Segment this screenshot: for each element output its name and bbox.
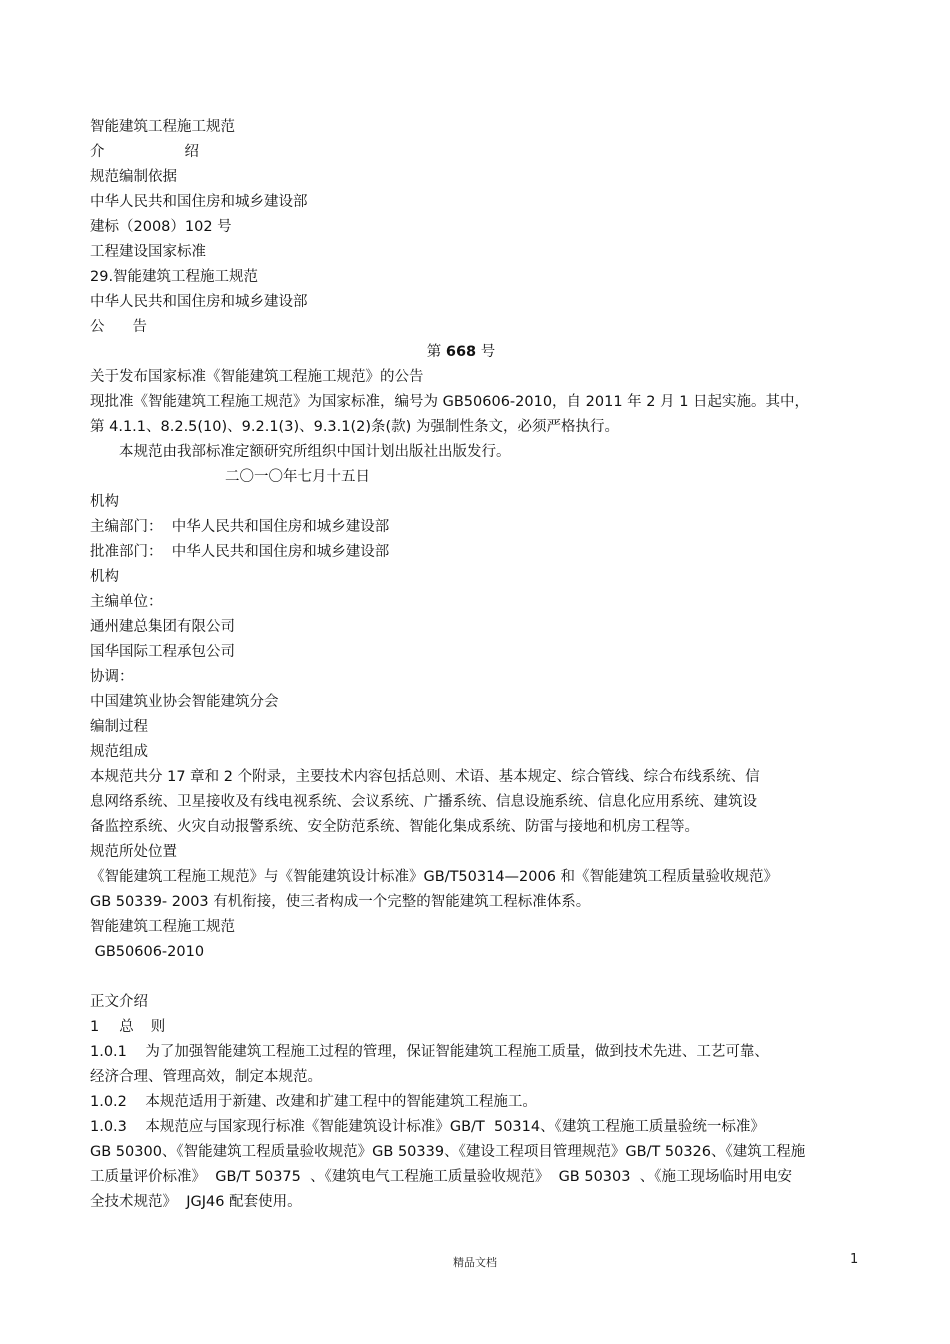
- composition-line-3: 备监控系统、火灾自动报警系统、安全防范系统、智能化集成系统、防雷与接地和机房工程等。: [90, 819, 699, 835]
- basis-heading: 规范编制依据: [90, 169, 177, 185]
- coordination-label: 协调：: [90, 669, 134, 685]
- announcement-number: [90, 340, 862, 365]
- clause-1-0-1: [90, 1040, 862, 1090]
- approval-line-2: 第 4.1.1、8.2.5(10)、9.2.1(3)、9.3.1(2)条(款) 为强制性条文，必须严格执行。: [90, 419, 619, 435]
- intro-char-1: 介: [90, 144, 105, 160]
- position-paragraph: [90, 865, 862, 915]
- number-prefix: 第: [426, 344, 442, 360]
- approval-paragraph: [90, 390, 862, 440]
- chapter-heading: [90, 1015, 862, 1040]
- clause-1-0-2: 1.0.2 本规范适用于新建、改建和扩建工程中的智能建筑工程施工。: [90, 1094, 537, 1110]
- clause-1-0-3-line-2: GB 50300、《智能建筑工程质量验收规范》GB 50339、《建设工程项目管理规范》GB/T 50326、《建筑工程施: [90, 1144, 806, 1160]
- chapter-number: 1: [90, 1019, 100, 1035]
- approval-line-1: 现批准《智能建筑工程施工规范》为国家标准，编号为 GB50606-2010，自 2011 年 2 月 1 日起实施。其中，: [90, 394, 810, 410]
- chief-unit-label: 主编单位：: [90, 594, 163, 610]
- composition-heading: 规范组成: [90, 744, 148, 760]
- approval-dept-line: 批准部门： 中华人民共和国住房和城乡建设部: [90, 544, 390, 560]
- clause-1-0-3-line-3: 工质量评价标准》 GB/T 50375 、《建筑电气工程施工质量验收规范》 GB 50303 、《施工现场临时用电安: [90, 1169, 792, 1185]
- intro-heading: [90, 140, 862, 165]
- standard-code: GB50606-2010: [90, 944, 205, 960]
- page-number: 1: [850, 1252, 859, 1267]
- ministry-line-2: 中华人民共和国住房和城乡建设部: [90, 294, 308, 310]
- coordination-unit: 中国建筑业协会智能建筑分会: [90, 694, 279, 710]
- position-line-2: GB 50339- 2003 有机衔接，使三者构成一个完整的智能建筑工程标准体系。: [90, 894, 591, 910]
- composition-paragraph: [90, 765, 862, 840]
- announcement-heading: [90, 315, 862, 340]
- chief-unit-1: 通州建总集团有限公司: [90, 619, 235, 635]
- publish-line: 本规范由我部标准定额研究所组织中国计划出版社出版发行。: [119, 444, 511, 460]
- clause-1-0-1-line-2: 经济合理、管理高效，制定本规范。: [90, 1069, 322, 1085]
- announcement-title: 关于发布国家标准《智能建筑工程施工规范》的公告: [90, 369, 424, 385]
- position-line-1: 《智能建筑工程施工规范》与《智能建筑设计标准》GB/T50314—2006 和《智能建筑工程质量验收规范》: [90, 869, 779, 885]
- composition-line-1: 本规范共分 17 章和 2 个附录，主要技术内容包括总则、术语、基本规定、综合管线、综合布线系统、信: [90, 769, 760, 785]
- composition-line-2: 息网络系统、卫星接收及有线电视系统、会议系统、广播系统、信息设施系统、信息化应用系统、建筑设: [90, 794, 757, 810]
- number-value: 668: [445, 344, 477, 360]
- number-suffix: 号: [480, 344, 496, 360]
- national-standard-line: 工程建设国家标准: [90, 244, 206, 260]
- chapter-char-2: 则: [150, 1019, 166, 1035]
- org-heading: 机构: [90, 494, 119, 510]
- announce-char-2: 告: [132, 319, 147, 335]
- clause-1-0-3-line-1: 1.0.3 本规范应与国家现行标准《智能建筑设计标准》GB/T 50314、《建筑工程施工质量验统一标准》: [90, 1119, 765, 1135]
- clause-1-0-3-line-4: 全技术规范》 JGJ46 配套使用。: [90, 1194, 302, 1210]
- clause-1-0-1-line-1: 1.0.1 为了加强智能建筑工程施工过程的管理，保证智能建筑工程施工质量，做到技术先进、工艺可靠、: [90, 1044, 769, 1060]
- doc-number-line: 建标（2008）102 号: [90, 219, 232, 235]
- clause-1-0-3: [90, 1115, 862, 1215]
- chief-dept-line: 主编部门： 中华人民共和国住房和城乡建设部: [90, 519, 390, 535]
- doc-title: 智能建筑工程施工规范: [90, 119, 235, 135]
- standard-title-line: 29.智能建筑工程施工规范: [90, 269, 259, 285]
- org-heading-2: 机构: [90, 569, 119, 585]
- announce-char-1: 公: [90, 319, 105, 335]
- blank-line: [90, 965, 862, 990]
- footer-label: 精品文档: [453, 1256, 497, 1269]
- intro-char-2: 绍: [184, 144, 199, 160]
- process-heading: 编制过程: [90, 719, 148, 735]
- main-text-heading: 正文介绍: [90, 994, 148, 1010]
- position-heading: 规范所处位置: [90, 844, 177, 860]
- chapter-char-1: 总: [119, 1019, 134, 1035]
- standard-name: 智能建筑工程施工规范: [90, 919, 235, 935]
- date-line: 二〇一〇年七月十五日: [225, 469, 370, 485]
- chief-unit-2: 国华国际工程承包公司: [90, 644, 235, 660]
- document-body: [90, 115, 862, 1215]
- ministry-line: 中华人民共和国住房和城乡建设部: [90, 194, 308, 210]
